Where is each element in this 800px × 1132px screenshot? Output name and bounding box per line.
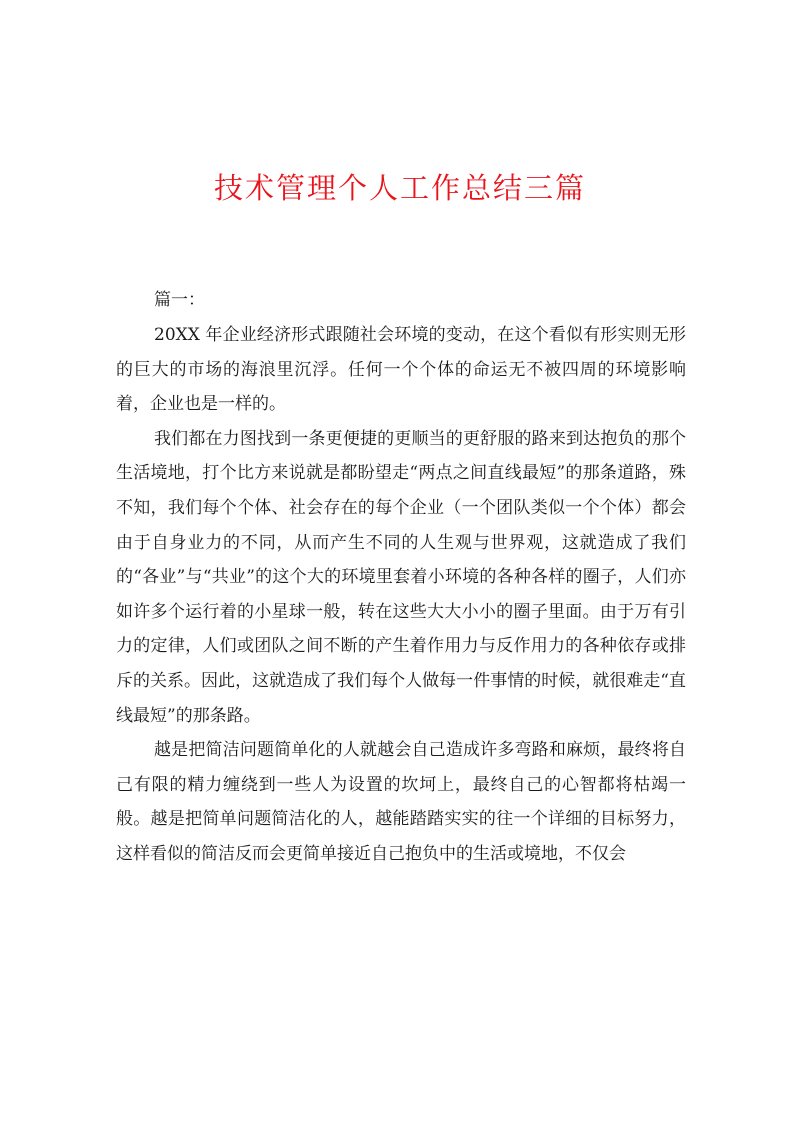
- paragraph-3: 越是把简洁问题简单化的人就越会自己造成许多弯路和麻烦，最终将自己有限的精力缠绕到一些人为设置的坎坷上，最终自己的心智都将枯竭一般。越是把简单问题简洁化的人，越能踏踏实实的往一个详细的目标努力，这样看似的简洁反而会更简单接近自己抱负中的生活或境地，不仅会: [116, 740, 686, 864]
- document-title: 技术管理个人工作总结三篇: [213, 171, 586, 205]
- section-label: 篇一：: [154, 290, 205, 310]
- paragraph-2: 我们都在力图找到一条更便捷的更顺当的更舒服的路来到达抱负的那个生活境地，打个比方来说就是都盼望走“两点之间直线最短”的那条道路，殊不知，我们每个个体、社会存在的每个企业（一个团队类似一个个体）都会由于自身业力的不同，从而产生不同的人生观与世界观，这就造成了我们的“各业”与“共业”的这个大的环境里套着小环境的各种各样的圈子，人们亦如许多个运行着的小星球一般，转在这些大大小小的圈子里面。由于万有引力的定律，人们或团队之间不断的产生着作用力与反作用力的各种依存或排斥的关系。因此，这就造成了我们每个人做每一件事情的时候，就很难走“直线最短”的那条路。: [116, 428, 686, 726]
- document-body: [116, 282, 686, 872]
- paragraph-1: 20XX 年企业经济形式跟随社会环境的变动，在这个看似有形实则无形的巨大的市场的海浪里沉浮。任何一个个体的命运无不被四周的环境影响着，企业也是一样的。: [116, 325, 686, 415]
